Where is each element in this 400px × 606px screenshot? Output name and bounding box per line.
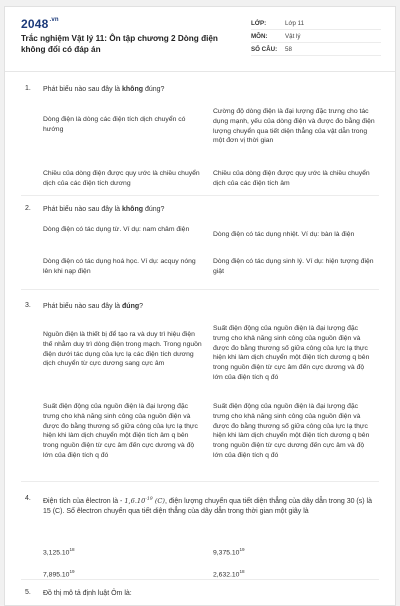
question-text xyxy=(43,495,373,517)
answer-option-b[interactable]: Dòng điện có tác dụng nhiệt. Ví dụ: bàn là điện xyxy=(213,231,355,238)
divider xyxy=(21,195,379,196)
question-text-part: ? xyxy=(139,303,144,310)
question-text-part: , điện lượng chuyển qua tiết diện thẳng của dây dẫn trong 30 (s) là 15 (C). Số êlectron chuyển qua tiết diện thẳng của dây dẫn trong thời gian một giây là xyxy=(43,498,372,516)
answer-option-b[interactable]: Cường độ dòng điện là đại lượng đặc trưng cho tác dụng mạnh, yếu của dòng điện và được đo bằng điện lượng chuyển qua tiết diện thẳng của vật dẫn trong một đơn vị thời gian xyxy=(213,108,375,145)
option-value: 3,125.10 xyxy=(43,549,70,557)
meta-row-subject xyxy=(251,30,381,43)
question-emphasis: đúng xyxy=(122,303,140,310)
question-text-part: Phát biểu nào sau đây là xyxy=(43,86,123,93)
answer-option-c[interactable]: Chiều của dòng điện được quy ước là chiều chuyển dịch của các điện tích dương xyxy=(43,170,200,187)
meta-row-count xyxy=(251,43,381,56)
logo-text: 2048 xyxy=(21,17,49,31)
meta-value: 58 xyxy=(285,45,292,53)
answer-option-b[interactable]: Suất điện động của nguồn điện là đại lượng đặc trưng cho khả năng sinh công của nguồn điện và được đo bằng thương số giữa công của lực lạ thực hiện khi làm dịch chuyển một điện tích dương q bên trong nguồn điện từ cực âm đến cực dương và độ lớn của điện tích q đó xyxy=(213,325,370,381)
answer-option-d[interactable]: Chiều của dòng điện được quy ước là chiều chuyển dịch của các điện tích âm xyxy=(213,170,370,187)
question-text xyxy=(43,85,373,95)
divider xyxy=(21,579,379,580)
meta-key: MÔN: xyxy=(251,32,268,40)
answer-option-b[interactable] xyxy=(213,545,375,558)
expression-unit: (C) xyxy=(152,497,166,506)
question-text-part: Điện tích của êlectron là - xyxy=(43,498,125,506)
question-number: 3. xyxy=(25,302,31,309)
option-exponent: 19 xyxy=(239,547,245,552)
option-exponent: 18 xyxy=(69,547,75,552)
document-meta xyxy=(251,17,381,56)
meta-value: Vật lý xyxy=(285,32,301,40)
site-logo[interactable] xyxy=(21,17,59,31)
answer-option-c[interactable]: Suất điện động của nguồn điện là đại lượng đặc trưng cho khả năng sinh công của nguồn điện và được đo bằng thương số giữa công của lực lạ thực hiện khi làm dịch chuyển một điện tích âm q bên trong nguồn điện từ cực âm đến cực dương và độ lớn của điện tích q đó xyxy=(43,403,198,459)
question-text-part: Phát biểu nào sau đây là xyxy=(43,206,123,213)
question-number: 2. xyxy=(25,205,31,212)
question-text xyxy=(43,302,373,312)
answer-option-c[interactable]: Dòng điện có tác dụng hoá học. Ví dụ: acquy nóng lên khi nạp điện xyxy=(43,258,196,275)
answer-option-a[interactable]: Dòng điện có tác dụng từ. Ví dụ: nam châm điện xyxy=(43,226,190,233)
document-header xyxy=(5,7,395,72)
answer-option-a[interactable]: Nguồn điện là thiết bị để tạo ra và duy trì hiệu điện thế nhằm duy trì dòng điện trong mạch. Trong nguồn điện dưới tác dụng của lực lạ các điện tích dương dịch chuyển từ cực dương sang cực âm xyxy=(43,331,202,368)
question-text-part: đúng? xyxy=(143,206,165,213)
answer-option-d[interactable]: Dòng điện có tác dụng sinh lý. Ví dụ: hiện tượng điện giật xyxy=(213,258,374,275)
answer-option-a[interactable]: Dòng điện là dòng các điện tích dịch chuyển có hướng xyxy=(43,116,186,133)
question-number: 1. xyxy=(25,85,31,92)
divider xyxy=(21,289,379,290)
answer-option-a[interactable] xyxy=(43,545,205,558)
option-value: 9,375.10 xyxy=(213,549,240,557)
document-title: Trắc nghiệm Vật lý 11: Ôn tập chương 2 Dòng điện không đổi có đáp án xyxy=(21,34,218,54)
meta-row-class xyxy=(251,17,381,30)
option-exponent: 19 xyxy=(69,569,75,574)
answer-option-d[interactable]: Suất điện động của nguồn điện là đại lượng đặc trưng cho khả năng sinh công của nguồn điện và được đo bằng thương số giữa công của lực lạ thực hiện khi làm dịch chuyển một điện tích dương q bên trong nguồn điện từ cực dương đến cực âm và độ lớn của điện tích q đó xyxy=(213,403,370,459)
meta-value: Lớp 11 xyxy=(285,19,305,27)
question-text xyxy=(43,205,373,215)
logo-suffix: .vn xyxy=(49,17,59,23)
meta-key: SỐ CÂU: xyxy=(251,45,278,53)
document-page xyxy=(4,6,396,606)
question-emphasis: không xyxy=(122,86,144,93)
question-number: 4. xyxy=(25,495,31,502)
question-text-part: đúng? xyxy=(143,86,165,93)
meta-key: LỚP: xyxy=(251,19,267,27)
question-number: 5. xyxy=(25,589,31,596)
expression-exponent: -19 xyxy=(145,497,153,502)
question-emphasis: không xyxy=(122,206,144,213)
charge-expression xyxy=(124,497,165,505)
question-text-part: Phát biểu nào sau đây là xyxy=(43,303,123,310)
question-text: Đồ thị mô tả định luật Ôm là: xyxy=(43,590,132,597)
option-exponent: 18 xyxy=(239,569,245,574)
expression-base: 1,6.10 xyxy=(124,497,146,506)
option-value: 2,632.10 xyxy=(213,571,240,579)
option-value: 7,895.10 xyxy=(43,571,70,579)
divider xyxy=(21,481,379,482)
